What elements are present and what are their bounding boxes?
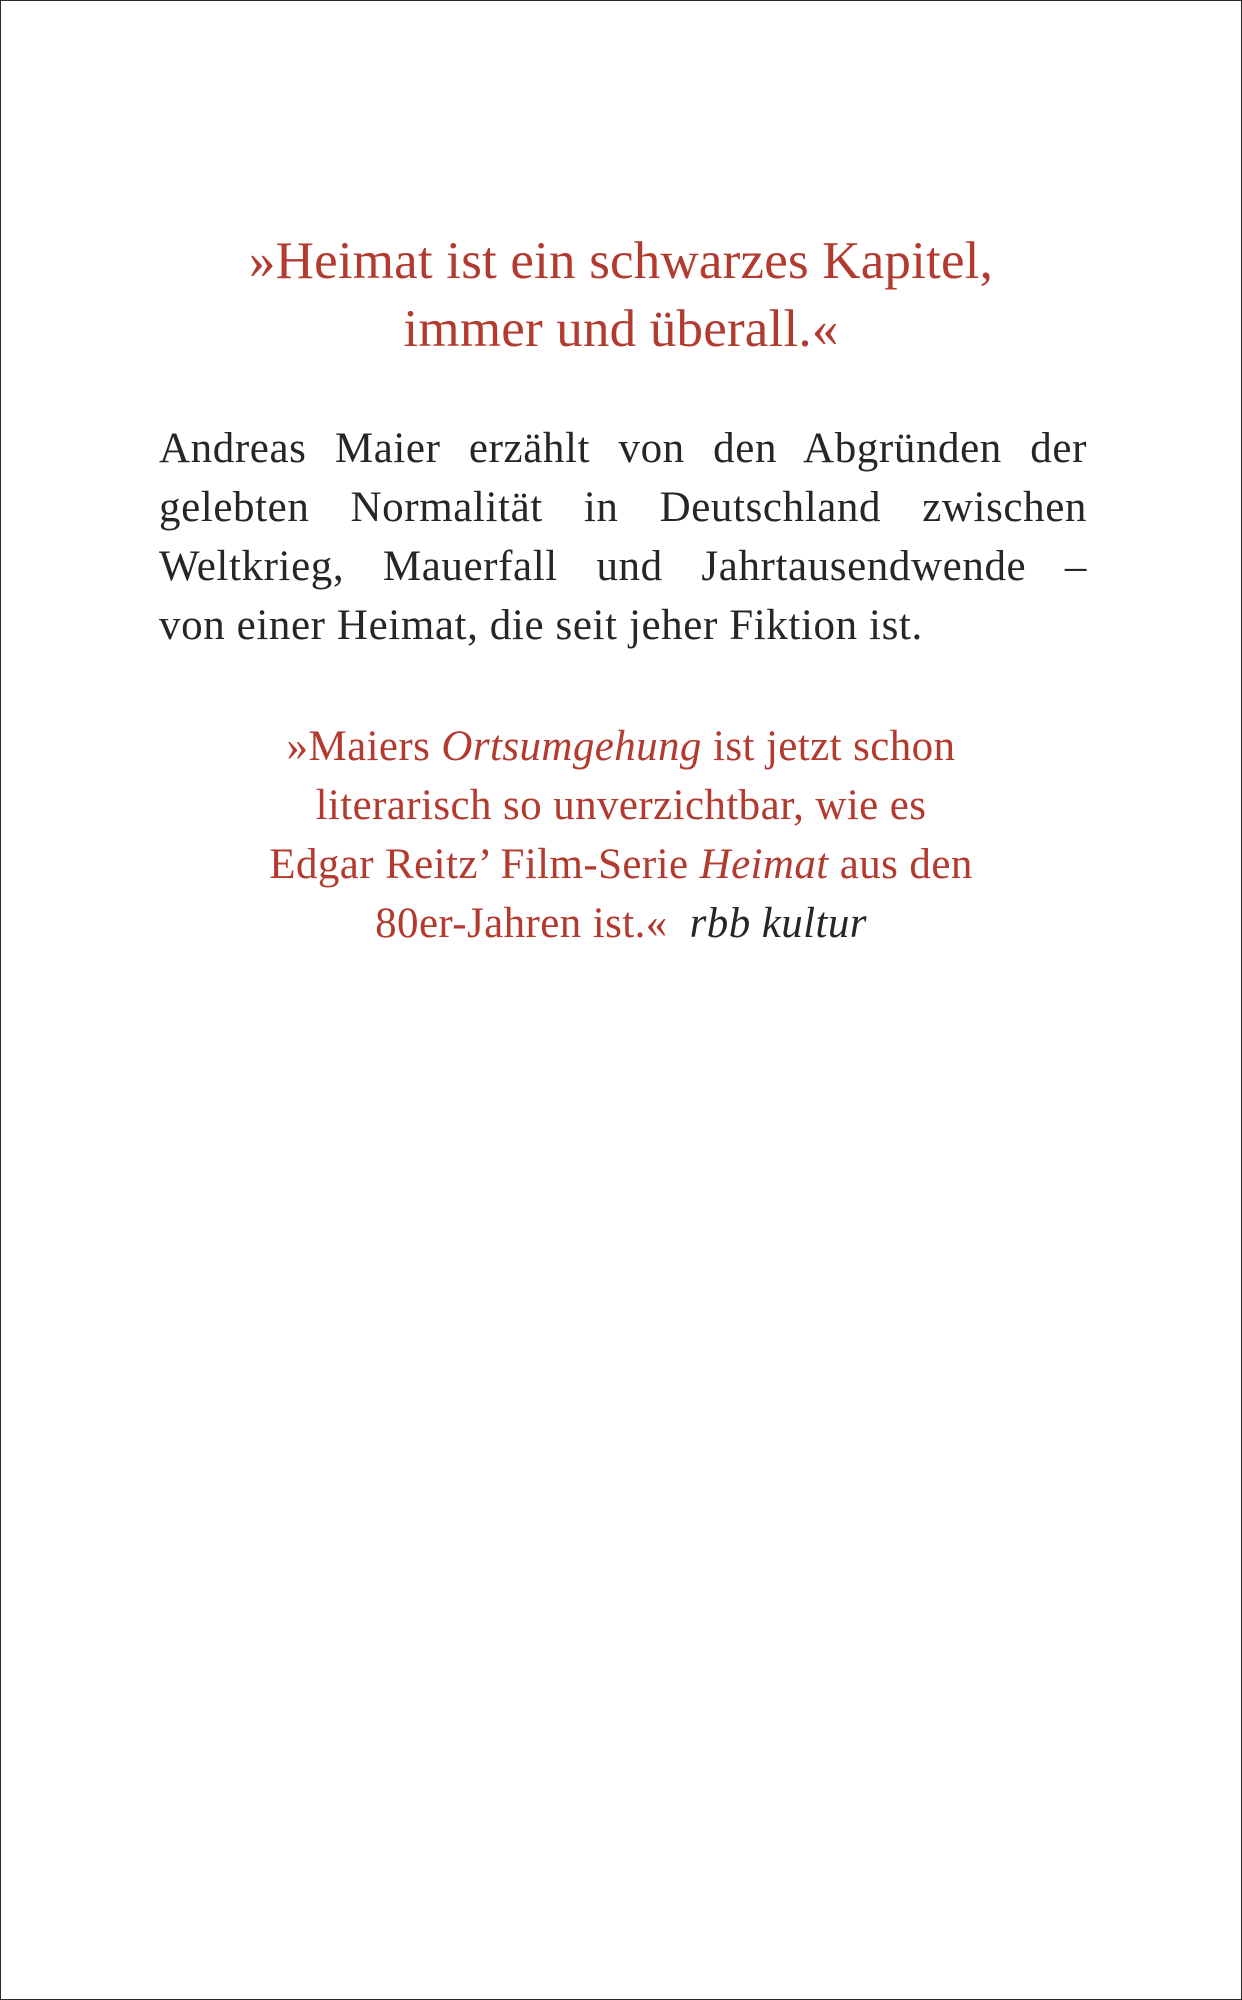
review-quote [101, 717, 1141, 953]
review-text: Edgar Reitz’ Film-Serie [269, 841, 700, 888]
review-text: »Maiers [286, 723, 442, 770]
blurb-line: von einer Heimat, die seit jeher Fiktion ist. [159, 602, 923, 649]
blurb-line: gelebten Normalität in Deutschland zwischen [159, 484, 1087, 531]
blurb-line: Andreas Maier erzählt von den Abgründen der [159, 425, 1087, 472]
review-line [101, 894, 1141, 953]
book-blurb [159, 419, 1087, 655]
review-text: aus den [828, 841, 973, 888]
review-line [101, 835, 1141, 894]
motto-line: »Heimat ist ein schwarzes Kapitel, [248, 232, 994, 290]
film-title-heimat: Heimat [699, 841, 829, 888]
review-text: 80er-Jahren ist.« [375, 900, 668, 947]
motto-line: immer und überall.« [403, 300, 839, 358]
review-text: ist jetzt schon [701, 723, 956, 770]
review-line [101, 717, 1141, 776]
book-title-ortsumgehung: Ortsumgehung [441, 723, 702, 770]
review-source: rbb kultur [689, 900, 867, 947]
blurb-line: Weltkrieg, Mauerfall und Jahrtausendwende – [159, 543, 1087, 590]
review-line: literarisch so unverzichtbar, wie es [315, 782, 927, 829]
motto-quote [101, 227, 1141, 363]
